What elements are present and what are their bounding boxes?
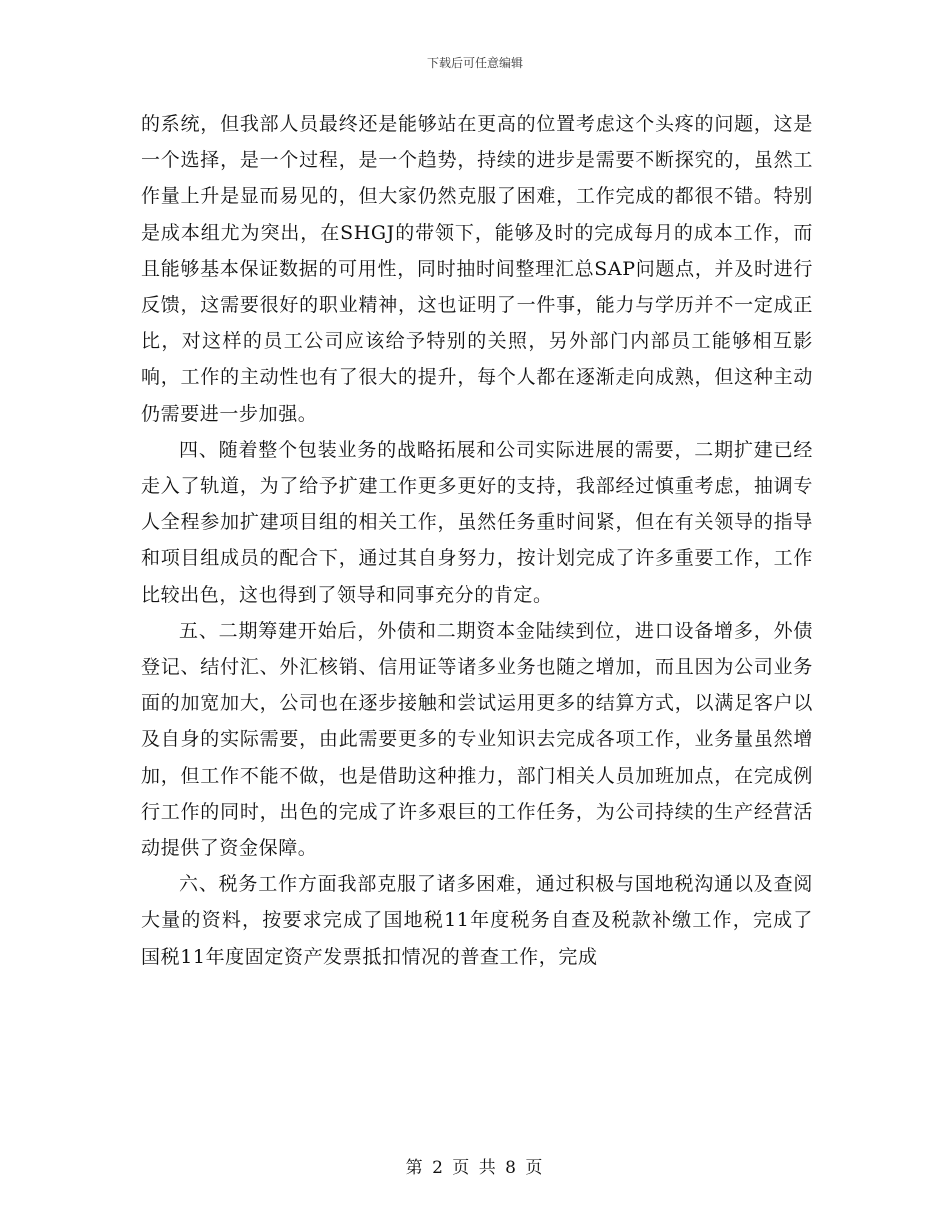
page-number-footer: 第 2 页 共 8 页: [405, 1158, 545, 1178]
paragraph-continuation: 的系统，但我部人员最终还是能够站在更高的位置考虑这个头疼的问题，这是一个选择，是一个过程，是一个趋势，持续的进步是需要不断探究的，虽然工作量上升是显而易见的，但大家仍然克服了困难，工作完成的都很不错。特别是成本组尤为突出，在SHGJ的带领下，能够及时的完成每月的成本工作，而且能够基本保证数据的可用性，同时抽时间整理汇总SAP问题点，并及时进行反馈，这需要很好的职业精神，这也证明了一件事，能力与学历并不一定成正比，对这样的员工公司应该给予特别的关照，另外部门内部员工能够相互影响，工作的主动性也有了很大的提升，每个人都在逐渐走向成熟，但这种主动仍需要进一步加强。: [141, 113, 813, 425]
document-body: [141, 106, 813, 975]
paragraph-section-6: 六、税务工作方面我部克服了诸多困难，通过积极与国地税沟通以及查阅大量的资料，按要求完成了国地税11年度税务自查及税款补缴工作，完成了国税11年度固定资产发票抵扣情况的普查工作，完成: [141, 873, 813, 968]
paragraph-section-4: 四、随着整个包装业务的战略拓展和公司实际进展的需要，二期扩建已经走入了轨道，为了给予扩建工作更多更好的支持，我部经过慎重考虑，抽调专人全程参加扩建项目组的相关工作，虽然任务重时间紧，但在有关领导的指导和项目组成员的配合下，通过其自身努力，按计划完成了许多重要工作，工作比较出色，这也得到了领导和同事充分的肯定。: [141, 438, 813, 606]
page-header: 下载后可任意编辑: [426, 56, 523, 70]
paragraph-section-5: 五、二期筹建开始后，外债和二期资本金陆续到位，进口设备增多，外债登记、结付汇、外汇核销、信用证等诸多业务也随之增加，而且因为公司业务面的加宽加大，公司也在逐步接触和尝试运用更多的结算方式，以满足客户以及自身的实际需要，由此需要更多的专业知识去完成各项工作，业务量虽然增加，但工作不能不做，也是借助这种推力，部门相关人员加班加点，在完成例行工作的同时，出色的完成了许多艰巨的工作任务，为公司持续的生产经营活动提供了资金保障。: [141, 619, 813, 860]
